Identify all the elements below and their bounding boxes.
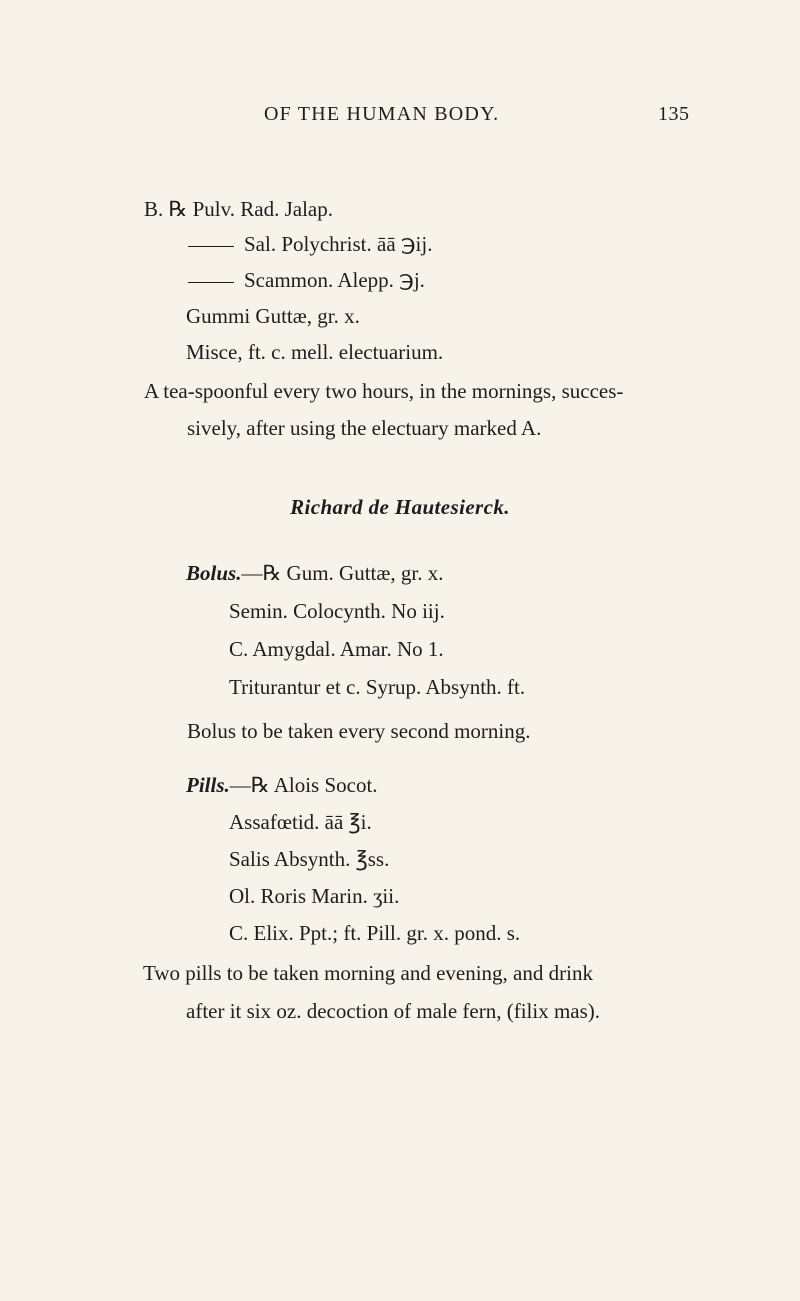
bolus-line-2: Semin. Colocynth. No iij. xyxy=(229,599,445,623)
directions-b-line-1: A tea-spoonful every two hours, in the mornings, succes- xyxy=(144,379,624,403)
prescription-b-line-5: Misce, ft. c. mell. electuarium. xyxy=(186,340,444,364)
pills-directions-line-1: Two pills to be taken morning and evening, and drink xyxy=(143,961,593,985)
running-title: OF THE HUMAN BODY. xyxy=(264,103,500,125)
ingredient: Scammon. Alepp. ℈j. xyxy=(244,268,425,292)
prescription-b-line-1 xyxy=(144,199,333,220)
page-number: 135 xyxy=(658,103,690,125)
pills-line-5: C. Elix. Ppt.; ft. Pill. gr. x. pond. s. xyxy=(229,921,521,945)
author-signature: Richard de Hautesierck. xyxy=(290,495,510,519)
ingredient: Pulv. Rad. Jalap. xyxy=(192,197,333,221)
bolus-line-1 xyxy=(186,563,443,584)
pills-line-4: Ol. Roris Marin. ʒii. xyxy=(229,884,400,908)
recipe-symbol: —℞ xyxy=(241,561,282,585)
bolus-label: Bolus. xyxy=(186,561,242,585)
ditto-dash xyxy=(188,246,234,247)
section-label: B. xyxy=(144,197,164,221)
ingredient: Sal. Polychrist. āā ℈ij. xyxy=(244,232,433,256)
ingredient: Gum. Guttæ, gr. x. xyxy=(286,561,444,585)
recipe-symbol: —℞ xyxy=(229,773,270,797)
pills-line-1 xyxy=(186,775,378,796)
pills-line-2: Assafœtid. āā ℥i. xyxy=(229,810,372,834)
bolus-line-4: Triturantur et c. Syrup. Absynth. ft. xyxy=(229,675,526,699)
bolus-directions: Bolus to be taken every second morning. xyxy=(187,719,531,743)
running-head xyxy=(0,103,800,133)
directions-b-line-2: sively, after using the electuary marked A. xyxy=(187,416,542,440)
prescription-b-line-4: Gummi Guttæ, gr. x. xyxy=(186,304,360,328)
pills-line-3: Salis Absynth. ℥ss. xyxy=(229,847,390,871)
prescription-b-line-2 xyxy=(188,234,432,255)
pills-label: Pills. xyxy=(186,773,230,797)
recipe-symbol: ℞ xyxy=(168,197,188,221)
pills-directions-line-2: after it six oz. decoction of male fern, (filix mas). xyxy=(186,999,601,1023)
bolus-line-3: C. Amygdal. Amar. No 1. xyxy=(229,637,444,661)
prescription-b-line-3 xyxy=(188,270,425,291)
ditto-dash xyxy=(188,282,234,283)
ingredient: Alois Socot. xyxy=(273,773,378,797)
